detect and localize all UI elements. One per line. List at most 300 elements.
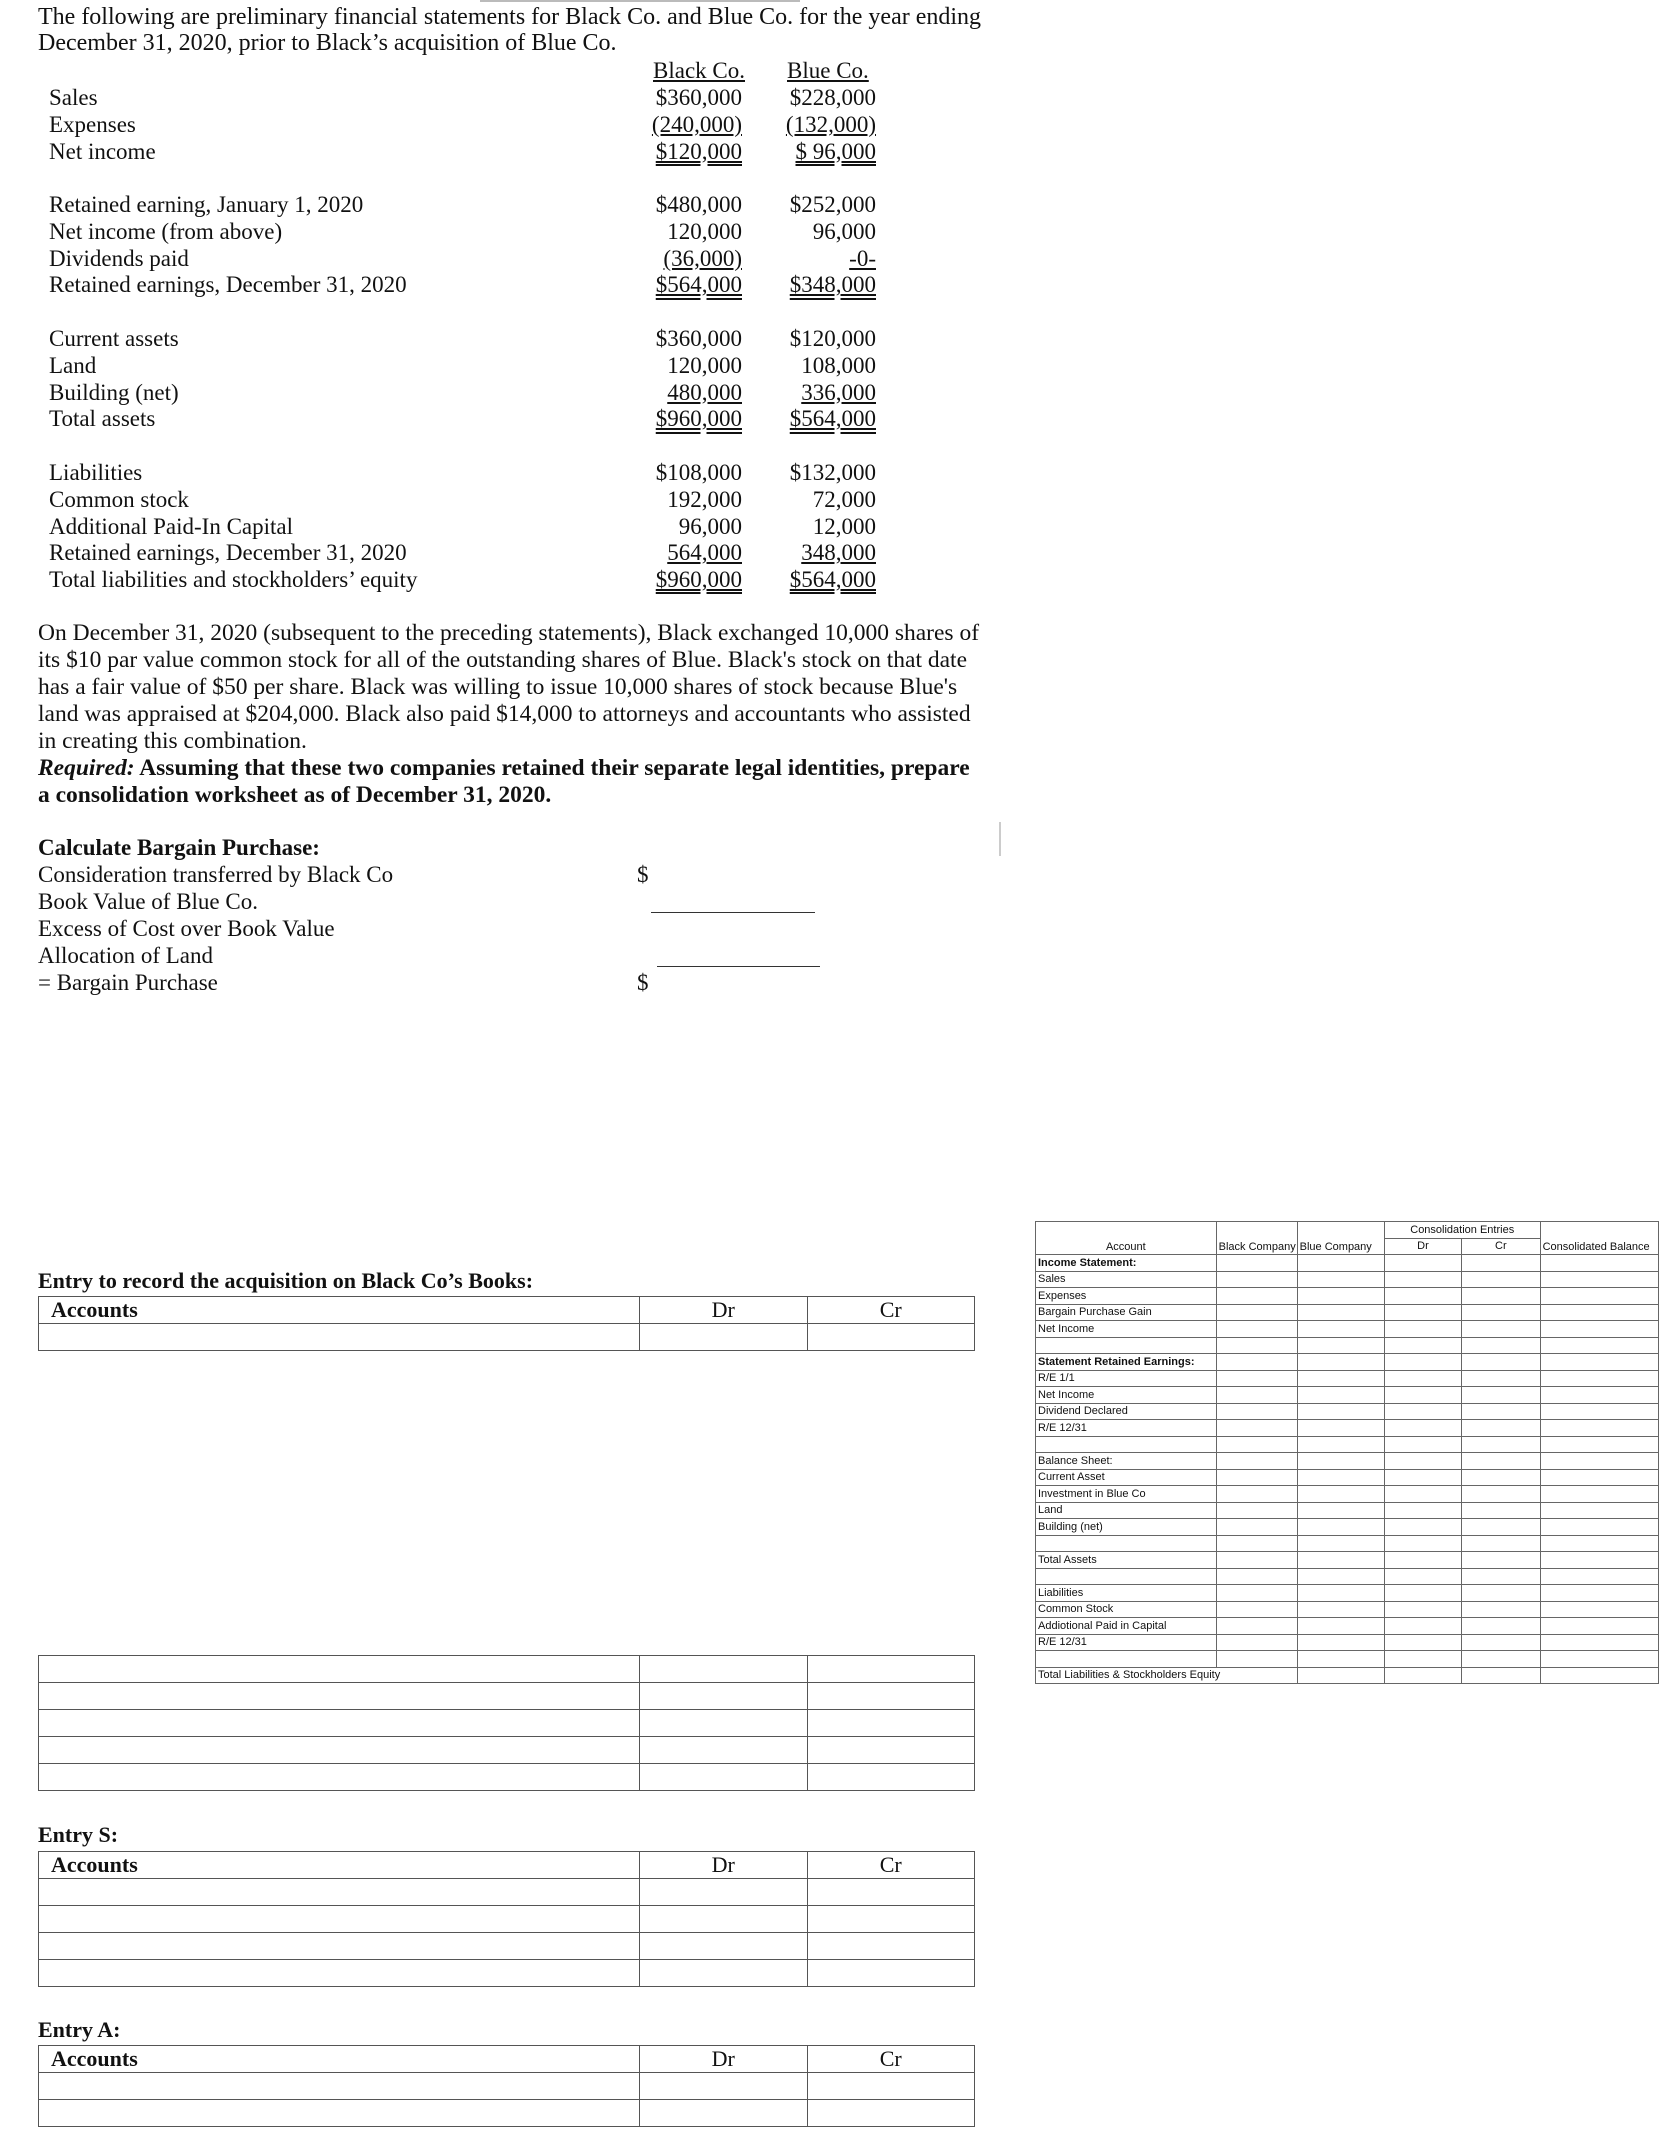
worksheet-blue-cell[interactable] [1297,1552,1384,1569]
worksheet-dr-cell[interactable] [1384,1420,1461,1437]
worksheet-cr-cell[interactable] [1462,1469,1540,1486]
worksheet-blue-cell[interactable] [1297,1601,1384,1618]
bargain-line-allocation: Allocation of Land [38,943,214,968]
statement-label: Common stock [49,486,189,512]
worksheet-black-cell[interactable] [1216,1618,1297,1635]
worksheet-consolidated-cell[interactable] [1540,1585,1658,1602]
worksheet-blue-cell[interactable] [1297,1502,1384,1519]
worksheet-black-cell[interactable] [1216,1321,1297,1338]
worksheet-black-cell[interactable] [1216,1337,1297,1354]
dr-header: Dr [640,1852,807,1879]
worksheet-row [1036,1436,1659,1453]
cr-cell[interactable] [807,1960,974,1987]
worksheet-cr-cell[interactable] [1462,1255,1540,1272]
worksheet-cr-cell[interactable] [1462,1651,1540,1668]
worksheet-black-cell[interactable] [1216,1469,1297,1486]
page-edge-mark [999,822,1001,856]
statement-label: Liabilities [49,460,143,485]
worksheet-row [1036,1321,1659,1338]
worksheet-dr-cell[interactable] [1384,1271,1461,1288]
dr-cell[interactable] [640,1764,807,1791]
account-cell[interactable] [39,2100,640,2127]
dr-cell[interactable] [640,1906,807,1933]
accounts-header: Accounts [39,1297,640,1324]
ws-consolidation-entries-header: Consolidation Entries [1384,1222,1540,1239]
acquisition-entry-heading: Entry to record the acquisition on Black Co’s Books: [38,1268,534,1293]
worksheet-cr-cell[interactable] [1462,1502,1540,1519]
worksheet-row [1036,1403,1659,1420]
ws-blue-header: Blue Company [1297,1222,1384,1255]
table-row [39,1933,975,1960]
statement-row [0,513,1000,540]
worksheet-account-label: Current Asset [1036,1469,1217,1486]
table-row [39,1324,975,1351]
dr-cell[interactable] [640,1324,807,1351]
problem-paragraph [38,620,983,809]
problem-text: On December 31, 2020 (subsequent to the preceding statements), Black exchanged 10,000 shares of its $10 par value common stock for all of the outstanding shares of Blue. Black's stock on that date has a fair value of $50 per share. Black was willing to issue 10,000 shares of stock because Blue's land was appraised at $204,000. Black also paid $14,000 to attorneys and accountants who assisted in creating this combination. [38,620,980,754]
bargain-line-book-value: Book Value of Blue Co. [38,889,258,914]
worksheet-row [1036,1354,1659,1371]
worksheet-dr-cell[interactable] [1384,1634,1461,1651]
blue-co-value: 72,000 [812,486,876,512]
ws-account-header: Account [1036,1222,1217,1255]
account-cell[interactable] [39,1960,640,1987]
worksheet-consolidated-cell[interactable] [1540,1387,1658,1404]
worksheet-blue-cell[interactable] [1297,1651,1384,1668]
worksheet-consolidated-cell[interactable] [1540,1255,1658,1272]
statement-label: Retained earning, January 1, 2020 [49,192,364,217]
black-co-value: $480,000 [655,192,742,217]
acquisition-entry-table [38,1296,975,1351]
worksheet-dr-cell[interactable] [1384,1568,1461,1585]
cr-cell[interactable] [807,1324,974,1351]
statement-label: Total assets [49,406,156,432]
blue-co-value: $120,000 [789,326,876,351]
black-co-value: 192,000 [667,486,742,512]
worksheet-account-label: Total Assets [1036,1552,1217,1569]
worksheet-row [1036,1535,1659,1552]
blue-co-value: 12,000 [812,513,876,539]
statement-label: Current assets [49,326,179,351]
worksheet-account-label [1036,1568,1217,1585]
entry-s-table [38,1851,975,1987]
worksheet-black-cell[interactable] [1216,1651,1297,1668]
worksheet-row [1036,1618,1659,1635]
worksheet-black-cell[interactable] [1216,1354,1297,1371]
black-co-value: 564,000 [667,540,742,566]
ws-dr-header: Dr [1384,1238,1461,1255]
worksheet-blue-cell[interactable] [1297,1387,1384,1404]
dr-cell[interactable] [640,1710,807,1737]
dr-cell[interactable] [640,1656,807,1683]
worksheet-blue-cell[interactable] [1297,1304,1384,1321]
dr-cell[interactable] [640,1960,807,1987]
blue-co-value: (132,000) [785,111,876,137]
worksheet-row [1036,1255,1659,1272]
blue-co-value: -0- [849,245,876,271]
table-row [39,1737,975,1764]
worksheet-blue-cell[interactable] [1297,1354,1384,1371]
worksheet-row [1036,1651,1659,1668]
worksheet-consolidated-cell[interactable] [1540,1453,1658,1470]
worksheet-cr-cell[interactable] [1462,1585,1540,1602]
entry-a-heading: Entry A: [38,2017,121,2042]
worksheet-cr-cell[interactable] [1462,1271,1540,1288]
black-co-value: (240,000) [651,111,742,137]
worksheet-blue-cell[interactable] [1297,1403,1384,1420]
cr-cell[interactable] [807,1764,974,1791]
worksheet-black-cell[interactable] [1216,1519,1297,1536]
statement-label: Net income [49,138,156,164]
dr-header: Dr [640,2046,807,2073]
worksheet-row [1036,1601,1659,1618]
worksheet-account-label: Investment in Blue Co [1036,1486,1217,1503]
black-co-value: $360,000 [655,85,742,110]
blue-co-value: 336,000 [801,379,876,405]
worksheet-blue-cell[interactable] [1297,1535,1384,1552]
worksheet-dr-cell[interactable] [1384,1585,1461,1602]
worksheet-consolidated-cell[interactable] [1540,1469,1658,1486]
worksheet-blue-cell[interactable] [1297,1321,1384,1338]
required-label: Required: [38,755,135,781]
worksheet-consolidated-cell[interactable] [1540,1535,1658,1552]
account-cell[interactable] [39,2073,640,2100]
worksheet-consolidated-cell[interactable] [1540,1502,1658,1519]
worksheet-cr-cell[interactable] [1462,1304,1540,1321]
cr-cell[interactable] [807,1710,974,1737]
dr-cell[interactable] [640,1879,807,1906]
black-co-value: (36,000) [663,245,742,271]
worksheet-account-label: Common Stock [1036,1601,1217,1618]
worksheet-consolidated-cell[interactable] [1540,1552,1658,1569]
statement-row [0,191,1000,218]
worksheet-dr-cell[interactable] [1384,1304,1461,1321]
worksheet-black-cell[interactable] [1216,1502,1297,1519]
worksheet-cr-cell[interactable] [1462,1618,1540,1635]
worksheet-consolidated-cell[interactable] [1540,1337,1658,1354]
worksheet-account-label: R/E 1/1 [1036,1370,1217,1387]
worksheet-cr-cell[interactable] [1462,1321,1540,1338]
worksheet-blue-cell[interactable] [1297,1337,1384,1354]
worksheet-black-cell[interactable] [1216,1634,1297,1651]
worksheet-consolidated-cell[interactable] [1540,1321,1658,1338]
worksheet-consolidated-cell[interactable] [1540,1403,1658,1420]
table-row [39,1683,975,1710]
statement-row [0,325,1000,352]
worksheet-account-label: Total Liabilities & Stockholders Equity [1036,1667,1298,1684]
cr-header: Cr [807,1297,974,1324]
worksheet-account-label: Net Income [1036,1321,1217,1338]
worksheet-consolidated-cell[interactable] [1540,1486,1658,1503]
worksheet-dr-cell[interactable] [1384,1255,1461,1272]
worksheet-consolidated-cell[interactable] [1540,1568,1658,1585]
worksheet-black-cell[interactable] [1216,1436,1297,1453]
statement-row [0,138,1000,165]
statement-label: Retained earnings, December 31, 2020 [49,540,407,566]
worksheet-black-cell[interactable] [1216,1387,1297,1404]
statement-row [0,379,1000,406]
worksheet-black-cell[interactable] [1216,1568,1297,1585]
worksheet-dr-cell[interactable] [1384,1387,1461,1404]
worksheet-account-label: Income Statement: [1036,1255,1217,1272]
statement-row [0,352,1000,379]
cr-cell[interactable] [807,1933,974,1960]
worksheet-row [1036,1469,1659,1486]
worksheet-consolidated-cell[interactable] [1540,1519,1658,1536]
account-cell[interactable] [39,1933,640,1960]
worksheet-blue-cell[interactable] [1297,1436,1384,1453]
worksheet-cr-cell[interactable] [1462,1552,1540,1569]
worksheet-blue-cell[interactable] [1297,1486,1384,1503]
table-row [39,1656,975,1683]
worksheet-cr-cell[interactable] [1462,1387,1540,1404]
black-co-value: $108,000 [655,460,742,485]
dr-cell[interactable] [640,1683,807,1710]
account-cell[interactable] [39,1656,640,1683]
worksheet-blue-cell[interactable] [1297,1519,1384,1536]
worksheet-blue-cell[interactable] [1297,1420,1384,1437]
worksheet-black-cell[interactable] [1216,1453,1297,1470]
worksheet-cr-cell[interactable] [1462,1420,1540,1437]
cr-cell[interactable] [807,1879,974,1906]
worksheet-dr-cell[interactable] [1384,1370,1461,1387]
worksheet-black-cell[interactable] [1216,1403,1297,1420]
acquisition-entry-table-continued [38,1655,975,1791]
worksheet-account-label: Dividend Declared [1036,1403,1217,1420]
blue-co-value: 348,000 [801,540,876,566]
worksheet-consolidated-cell[interactable] [1540,1304,1658,1321]
table-row [39,1764,975,1791]
worksheet-cr-cell[interactable] [1462,1403,1540,1420]
worksheet-cr-cell[interactable] [1462,1370,1540,1387]
worksheet-consolidated-cell[interactable] [1540,1651,1658,1668]
black-co-value: $360,000 [655,326,742,351]
worksheet-dr-cell[interactable] [1384,1601,1461,1618]
worksheet-consolidated-cell[interactable] [1540,1420,1658,1437]
worksheet-dr-cell[interactable] [1384,1535,1461,1552]
col-black-co: Black Co. [653,58,745,83]
worksheet-account-label: R/E 12/31 [1036,1634,1217,1651]
worksheet-cr-cell[interactable] [1462,1568,1540,1585]
dollar-sign: $ [637,970,649,995]
dr-cell[interactable] [640,2073,807,2100]
account-cell[interactable] [39,1764,640,1791]
black-co-value: 96,000 [678,513,742,539]
worksheet-blue-cell[interactable] [1297,1585,1384,1602]
worksheet-row [1036,1304,1659,1321]
worksheet-cr-cell[interactable] [1462,1535,1540,1552]
blue-co-value: $564,000 [789,567,876,593]
account-cell[interactable] [39,1879,640,1906]
cr-cell[interactable] [807,2073,974,2100]
worksheet-blue-cell[interactable] [1297,1469,1384,1486]
worksheet-black-cell[interactable] [1216,1255,1297,1272]
cr-header: Cr [807,2046,974,2073]
worksheet-consolidated-cell[interactable] [1540,1618,1658,1635]
worksheet-account-label: Building (net) [1036,1519,1217,1536]
worksheet-consolidated-cell[interactable] [1540,1634,1658,1651]
table-row [39,2100,975,2127]
bargain-line-result: = Bargain Purchase [38,970,218,995]
blue-co-value: $564,000 [789,406,876,432]
blue-co-value: $132,000 [789,460,876,485]
worksheet-row [1036,1370,1659,1387]
worksheet-black-cell[interactable] [1216,1288,1297,1305]
black-co-value: 480,000 [667,379,742,405]
worksheet-account-label: Balance Sheet: [1036,1453,1217,1470]
table-row [39,1960,975,1987]
statement-label: Net income (from above) [49,218,283,244]
worksheet-dr-cell[interactable] [1384,1403,1461,1420]
entry-a-table [38,2045,975,2127]
worksheet-black-cell[interactable] [1216,1370,1297,1387]
worksheet-blue-cell[interactable] [1297,1634,1384,1651]
black-co-value: $960,000 [655,406,742,432]
worksheet-cr-cell[interactable] [1462,1634,1540,1651]
answer-blank-line[interactable] [651,912,815,913]
worksheet-cr-cell[interactable] [1462,1453,1540,1470]
statement-label: Retained earnings, December 31, 2020 [49,272,407,298]
worksheet-dr-cell[interactable] [1384,1321,1461,1338]
worksheet-cr-cell[interactable] [1462,1354,1540,1371]
worksheet-consolidated-cell[interactable] [1540,1601,1658,1618]
worksheet-consolidated-cell[interactable] [1540,1370,1658,1387]
statement-row [0,405,1000,432]
worksheet-dr-cell[interactable] [1384,1519,1461,1536]
blue-co-value: $ 96,000 [795,138,876,164]
statement-row [0,218,1000,245]
worksheet-cr-cell[interactable] [1462,1337,1540,1354]
worksheet-black-cell[interactable] [1216,1420,1297,1437]
worksheet-black-cell[interactable] [1216,1271,1297,1288]
table-row [39,1879,975,1906]
worksheet-account-label [1036,1651,1217,1668]
statement-row [0,245,1000,272]
worksheet-cr-cell[interactable] [1462,1519,1540,1536]
worksheet-consolidated-cell[interactable] [1540,1667,1658,1684]
answer-blank-line[interactable] [657,966,820,967]
worksheet-dr-cell[interactable] [1384,1354,1461,1371]
cr-cell[interactable] [807,1737,974,1764]
worksheet-dr-cell[interactable] [1384,1337,1461,1354]
account-cell[interactable] [39,1324,640,1351]
black-co-value: $120,000 [655,138,742,164]
table-row [39,2073,975,2100]
worksheet-account-label [1036,1337,1217,1354]
required-text: Assuming that these two companies retained their separate legal identities, prepare a consolidation worksheet as of December 31, 2020. [38,755,970,808]
cr-cell[interactable] [807,1683,974,1710]
worksheet-dr-cell[interactable] [1384,1453,1461,1470]
worksheet-row [1036,1486,1659,1503]
statement-row [0,566,1000,593]
worksheet-black-cell[interactable] [1216,1535,1297,1552]
worksheet-black-cell[interactable] [1216,1486,1297,1503]
entry-s-heading: Entry S: [38,1822,119,1847]
worksheet-cr-cell[interactable] [1462,1436,1540,1453]
worksheet-dr-cell[interactable] [1384,1486,1461,1503]
worksheet-dr-cell[interactable] [1384,1618,1461,1635]
worksheet-dr-cell[interactable] [1384,1436,1461,1453]
worksheet-dr-cell[interactable] [1384,1667,1461,1684]
worksheet-consolidated-cell[interactable] [1540,1436,1658,1453]
dr-cell[interactable] [640,1737,807,1764]
statement-label: Total liabilities and stockholders’ equity [49,567,418,593]
worksheet-black-cell[interactable] [1216,1552,1297,1569]
consolidation-worksheet [1035,1221,1659,1684]
worksheet-row [1036,1519,1659,1536]
black-co-value: 120,000 [667,352,742,378]
cr-cell[interactable] [807,1656,974,1683]
table-row [39,1710,975,1737]
black-co-value: 120,000 [667,218,742,244]
cr-cell[interactable] [807,2100,974,2127]
blue-co-value: $348,000 [789,272,876,298]
intro-line-1: The following are preliminary financial statements for Black Co. and Blue Co. for the year ending [38,4,982,30]
table-row [39,1906,975,1933]
worksheet-consolidated-cell[interactable] [1540,1271,1658,1288]
worksheet-blue-cell[interactable] [1297,1255,1384,1272]
worksheet-black-cell[interactable] [1216,1601,1297,1618]
accounts-header: Accounts [39,2046,640,2073]
worksheet-dr-cell[interactable] [1384,1552,1461,1569]
worksheet-cr-cell[interactable] [1462,1601,1540,1618]
worksheet-consolidated-cell[interactable] [1540,1288,1658,1305]
worksheet-dr-cell[interactable] [1384,1469,1461,1486]
account-cell[interactable] [39,1737,640,1764]
worksheet-row [1036,1288,1659,1305]
worksheet-blue-cell[interactable] [1297,1568,1384,1585]
statement-label: Land [49,352,97,378]
ws-consolidated-header: Consolidated Balance [1540,1222,1658,1255]
worksheet-blue-cell[interactable] [1297,1288,1384,1305]
worksheet-row [1036,1568,1659,1585]
bargain-line-excess: Excess of Cost over Book Value [38,916,335,941]
accounts-header: Accounts [39,1852,640,1879]
worksheet-cr-cell[interactable] [1462,1667,1540,1684]
account-cell[interactable] [39,1710,640,1737]
worksheet-dr-cell[interactable] [1384,1288,1461,1305]
dr-cell[interactable] [640,2100,807,2127]
statement-row [0,539,1000,566]
worksheet-account-label [1036,1436,1217,1453]
worksheet-black-cell[interactable] [1216,1585,1297,1602]
account-cell[interactable] [39,1683,640,1710]
worksheet-blue-cell[interactable] [1297,1271,1384,1288]
dr-cell[interactable] [640,1933,807,1960]
statement-row [0,486,1000,513]
statement-row [0,84,1000,111]
worksheet-row [1036,1420,1659,1437]
worksheet-black-cell[interactable] [1216,1304,1297,1321]
cr-cell[interactable] [807,1906,974,1933]
worksheet-dr-cell[interactable] [1384,1651,1461,1668]
intro-line-2: December 31, 2020, prior to Black’s acquisition of Blue Co. [38,30,617,56]
worksheet-blue-cell[interactable] [1297,1453,1384,1470]
worksheet-dr-cell[interactable] [1384,1502,1461,1519]
worksheet-blue-cell[interactable] [1297,1667,1384,1684]
worksheet-row [1036,1502,1659,1519]
account-cell[interactable] [39,1906,640,1933]
worksheet-row [1036,1634,1659,1651]
worksheet-cr-cell[interactable] [1462,1288,1540,1305]
worksheet-blue-cell[interactable] [1297,1618,1384,1635]
col-blue-co: Blue Co. [787,58,869,83]
worksheet-account-label: Land [1036,1502,1217,1519]
worksheet-blue-cell[interactable] [1297,1370,1384,1387]
worksheet-row [1036,1453,1659,1470]
worksheet-consolidated-cell[interactable] [1540,1354,1658,1371]
worksheet-cr-cell[interactable] [1462,1486,1540,1503]
